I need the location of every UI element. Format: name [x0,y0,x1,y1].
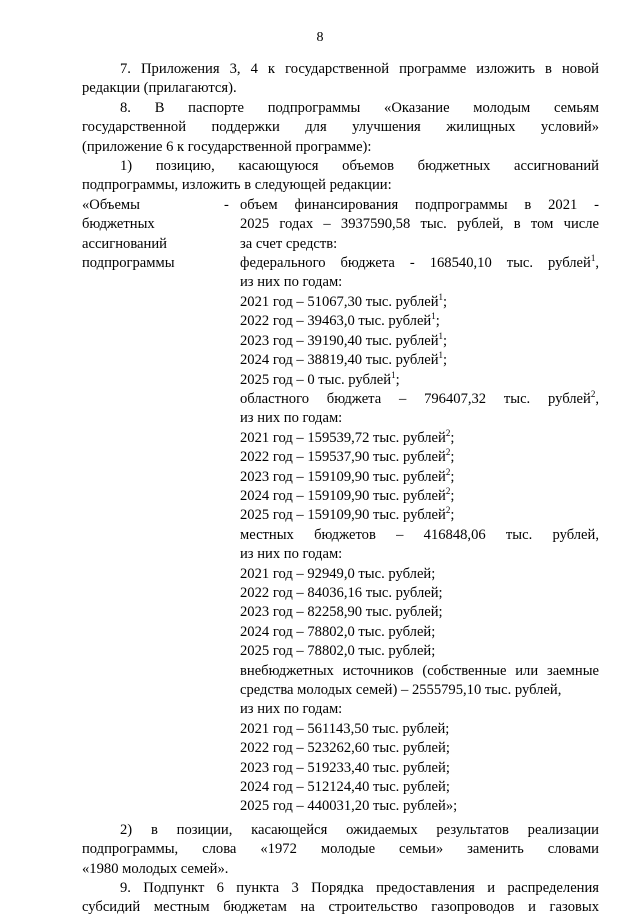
federal-year-text: 2022 год – 39463,0 тыс. рублей [240,313,432,330]
offbudget-total-line: средства молодых семей) – 2555795,10 тыс. рублей, [240,682,562,698]
paragraph-8 [82,99,599,157]
paragraph-8-1 [82,157,599,196]
regional-total-line [240,390,599,409]
paragraph-8-2-line: 2) в позиции, касающейся ожидаемых результатов реализации [120,821,599,838]
document-body [82,60,599,918]
by-years-label: из них по годам: [240,274,343,291]
paragraph-8-line: (приложение 6 к государственной программе): [82,138,372,155]
federal-year-text: 2021 год – 51067,30 тыс. рублей [240,293,439,310]
local-year-line: 2022 год – 84036,16 тыс. рублей; [240,584,443,601]
paragraph-8-2 [82,821,599,879]
table-right-column [240,196,599,817]
paragraph-9-line: 9. Подпункт 6 пункта 3 Порядка предоставления и распределения [120,880,599,897]
paragraph-8-line: государственной поддержки для улучшения жилищных условий» [82,119,599,136]
regional-year-text: 2022 год – 159537,90 тыс. рублей [240,449,446,466]
federal-year-text: 2025 год – 0 тыс. рублей [240,371,392,388]
regional-year-text: 2024 год – 159109,90 тыс. рублей [240,487,446,504]
local-year-line: 2025 год – 78802,0 тыс. рублей; [240,643,436,660]
table-left-line: подпрограммы [82,255,175,272]
local-year-line: 2021 год – 92949,0 тыс. рублей; [240,565,436,582]
federal-year-line [240,332,599,351]
local-year-line: 2024 год – 78802,0 тыс. рублей; [240,623,436,640]
regional-year-line [240,429,599,448]
footnote-mark: 2 [445,505,451,516]
offbudget-year-line: 2024 год – 512124,40 тыс. рублей; [240,779,450,796]
footnote-mark: 1 [431,311,436,322]
footnote-mark: 1 [391,369,396,380]
federal-year-line [240,312,599,331]
paragraph-8-1-line: 1) позицию, касающуюся объемов бюджетных ассигнований [120,158,599,175]
regional-year-tail: ; [450,487,455,504]
paragraph-9-line: субсидий местным бюджетам на строительство газопроводов и газовых [82,899,599,916]
regional-year-line [240,468,599,487]
footnote-mark: 1 [438,292,444,303]
federal-year-line [240,351,599,370]
regional-year-line [240,487,599,506]
federal-year-tail: ; [435,313,440,330]
footnote-mark: 2 [445,486,451,497]
federal-year-tail: ; [443,293,448,310]
paragraph-9 [82,879,599,918]
table-left-line: бюджетных [82,216,155,233]
regional-year-tail: ; [450,449,455,466]
offbudget-total-line: внебюджетных источников (собственные или заемные [240,662,599,679]
by-years-label: из них по годам: [240,546,343,563]
regional-year-text: 2023 год – 159109,90 тыс. рублей [240,468,446,485]
footnote-mark: 1 [438,350,444,361]
footnote-mark: 2 [445,427,451,438]
regional-total-tail: , [595,390,599,407]
offbudget-years-list [240,720,599,817]
paragraph-8-1-line: подпрограммы, изложить в следующей редакции: [82,177,392,194]
offbudget-year-line: 2025 год – 440031,20 тыс. рублей»; [240,798,458,815]
regional-year-line [240,506,599,525]
offbudget-year-line: 2021 год – 561143,50 тыс. рублей; [240,720,450,737]
federal-year-tail: ; [443,332,448,349]
paragraph-8-line: 8. В паспорте подпрограммы «Оказание молодым семьям [120,99,599,116]
paragraph-8-2-line: подпрограммы, слова «1972 молодые семьи» заменить словами [82,841,599,858]
intro-line: 2025 годах – 3937590,58 тыс. рублей, в том числе [240,216,599,233]
federal-year-line [240,371,599,390]
regional-year-tail: ; [450,468,455,485]
footnote-mark: 1 [590,253,596,264]
regional-total-text: областного бюджета – 796407,32 тыс. рублей [240,390,591,407]
regional-year-tail: ; [450,507,455,524]
federal-total-line [240,254,599,273]
budget-allocation-table [82,196,599,817]
local-total-line: местных бюджетов – 416848,06 тыс. рублей, [240,526,599,543]
table-dash: - [224,196,229,213]
federal-total-tail: , [595,255,599,272]
federal-year-tail: ; [395,371,400,388]
regional-year-line [240,448,599,467]
regional-year-text: 2025 год – 159109,90 тыс. рублей [240,507,446,524]
paragraph-8-2-line: «1980 молодых семей». [82,860,229,877]
federal-year-tail: ; [443,352,448,369]
intro-line: объем финансирования подпрограммы в 2021 - [240,196,599,213]
regional-year-text: 2021 год – 159539,72 тыс. рублей [240,429,446,446]
paragraph-7: 7. Приложения 3, 4 к государственной программе изложить в новой редакции (прилагаются). [82,61,599,97]
page-number: 8 [316,30,324,45]
regional-year-tail: ; [450,429,455,446]
footnote-mark: 2 [445,466,451,477]
footnote-mark: 2 [590,389,596,400]
offbudget-year-line: 2022 год – 523262,60 тыс. рублей; [240,740,450,757]
intro-line: за счет средств: [240,235,338,252]
federal-year-text: 2023 год – 39190,40 тыс. рублей [240,332,439,349]
federal-year-line [240,293,599,312]
local-year-line: 2023 год – 82258,90 тыс. рублей; [240,604,443,621]
table-left-line: «Объемы [82,196,140,213]
federal-year-text: 2024 год – 38819,40 тыс. рублей [240,352,439,369]
local-years-list [240,565,599,662]
by-years-label: из них по годам: [240,701,343,718]
table-left-column [82,196,224,817]
footnote-mark: 2 [445,447,451,458]
offbudget-year-line: 2023 год – 519233,40 тыс. рублей; [240,759,450,776]
regional-years-list [240,429,599,526]
federal-total-text: федерального бюджета - 168540,10 тыс. рублей [240,255,591,272]
federal-years-list [240,293,599,390]
footnote-mark: 1 [438,330,444,341]
table-left-line: ассигнований [82,235,167,252]
by-years-label: из них по годам: [240,410,343,427]
